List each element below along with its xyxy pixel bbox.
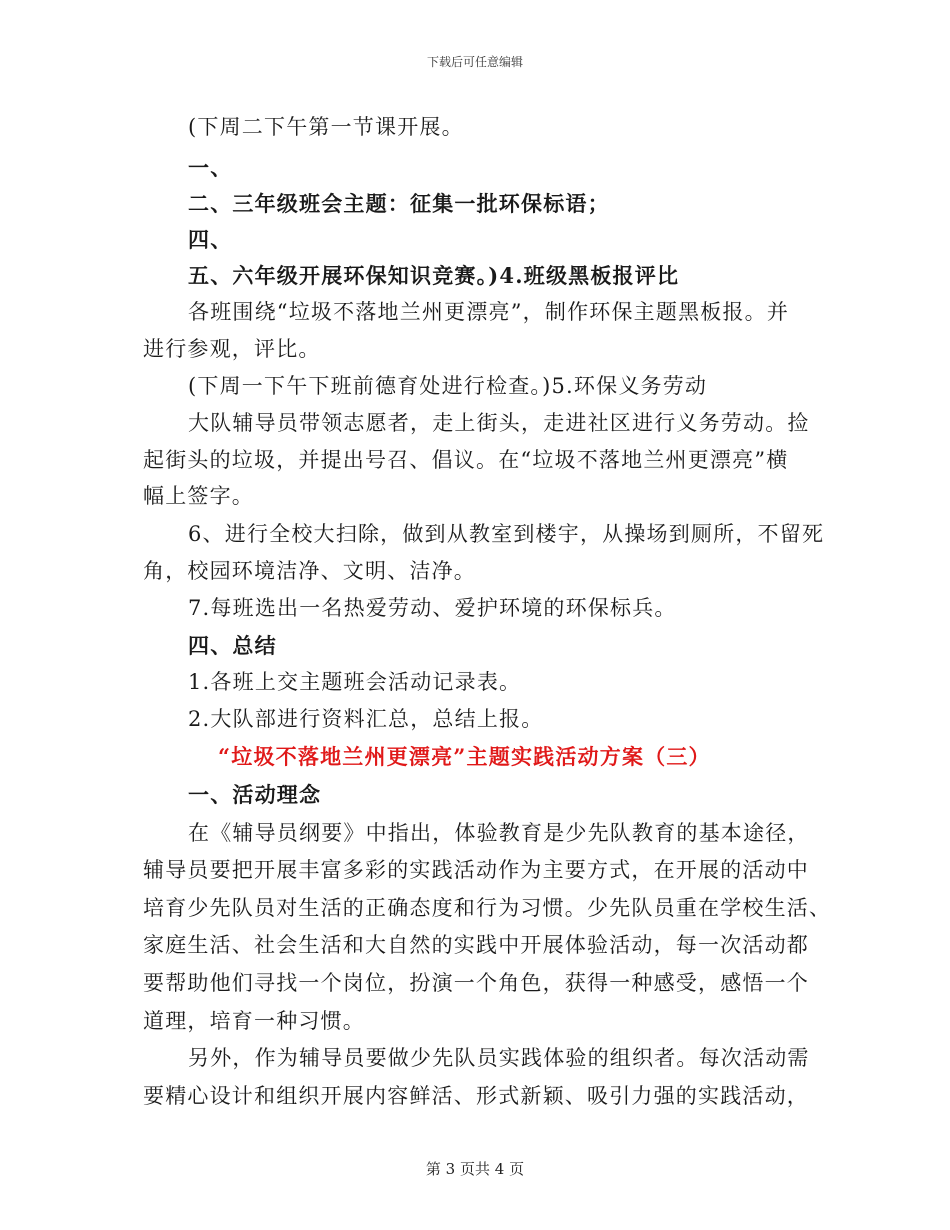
- document-title: “垃圾不落地兰州更漂亮”主题实践活动方案（三）: [218, 744, 711, 769]
- text-line: 五、六年级开展环保知识竞赛。)4.班级黑板报评比: [188, 263, 680, 288]
- text-line: 培育少先队员对生活的正确态度和行为习惯。少先队员重在学校生活、: [143, 896, 832, 920]
- text-line: 各班围绕“垃圾不落地兰州更漂亮”，制作环保主题黑板报。并: [188, 300, 790, 324]
- text-line: 道理，培育一种习惯。: [143, 1009, 365, 1033]
- text-line: 7.每班选出一名热爱劳动、爱护环境的环保标兵。: [188, 596, 677, 620]
- text-line: 6、进行全校大扫除，做到从教室到楼宇，从操场到厕所，不留死: [188, 522, 825, 546]
- text-line: 要帮助他们寻找一个岗位，扮演一个角色，获得一种感受，感悟一个: [143, 971, 809, 995]
- text-line: 角，校园环境洁净、文明、洁净。: [143, 559, 476, 583]
- page-footer: 第 3 页共 4 页: [425, 1160, 525, 1178]
- text-line: 1.各班上交主题班会活动记录表。: [188, 670, 522, 694]
- text-line: 另外，作为辅导员要做少先队员实践体验的组织者。每次活动需: [188, 1046, 810, 1070]
- text-line: 二、三年级班会主题：征集一批环保标语；: [188, 191, 610, 216]
- text-line: 幅上签字。: [143, 484, 254, 508]
- text-line: 家庭生活、社会生活和大自然的实践中开展体验活动，每一次活动都: [143, 933, 809, 957]
- page-header: 下载后可任意编辑: [426, 55, 523, 69]
- text-line: 2.大队部进行资料汇总，总结上报。: [188, 707, 544, 731]
- text-line: (下周一下午下班前德育处进行检查。)5.环保义务劳动: [188, 374, 708, 398]
- section-heading: 四、总结: [188, 633, 277, 658]
- text-line: 四、: [188, 227, 233, 252]
- text-line: 辅导员要把开展丰富多彩的实践活动作为主要方式，在开展的活动中: [143, 858, 809, 882]
- text-line: 进行参观，评比。: [143, 337, 321, 361]
- text-line: 起街头的垃圾，并提出号召、倡议。在“垃圾不落地兰州更漂亮”横: [143, 448, 789, 472]
- text-line: (下周二下午第一节课开展。: [188, 115, 464, 139]
- text-line: 一、: [188, 155, 233, 180]
- section-heading: 一、活动理念: [188, 782, 322, 807]
- text-line: 在《辅导员纲要》中指出，体验教育是少先队教育的基本途径，: [188, 821, 810, 845]
- text-line: 大队辅导员带领志愿者，走上街头，走进社区进行义务劳动。捡: [188, 411, 810, 435]
- text-line: 要精心设计和组织开展内容鲜活、形式新颖、吸引力强的实践活动，: [143, 1084, 809, 1108]
